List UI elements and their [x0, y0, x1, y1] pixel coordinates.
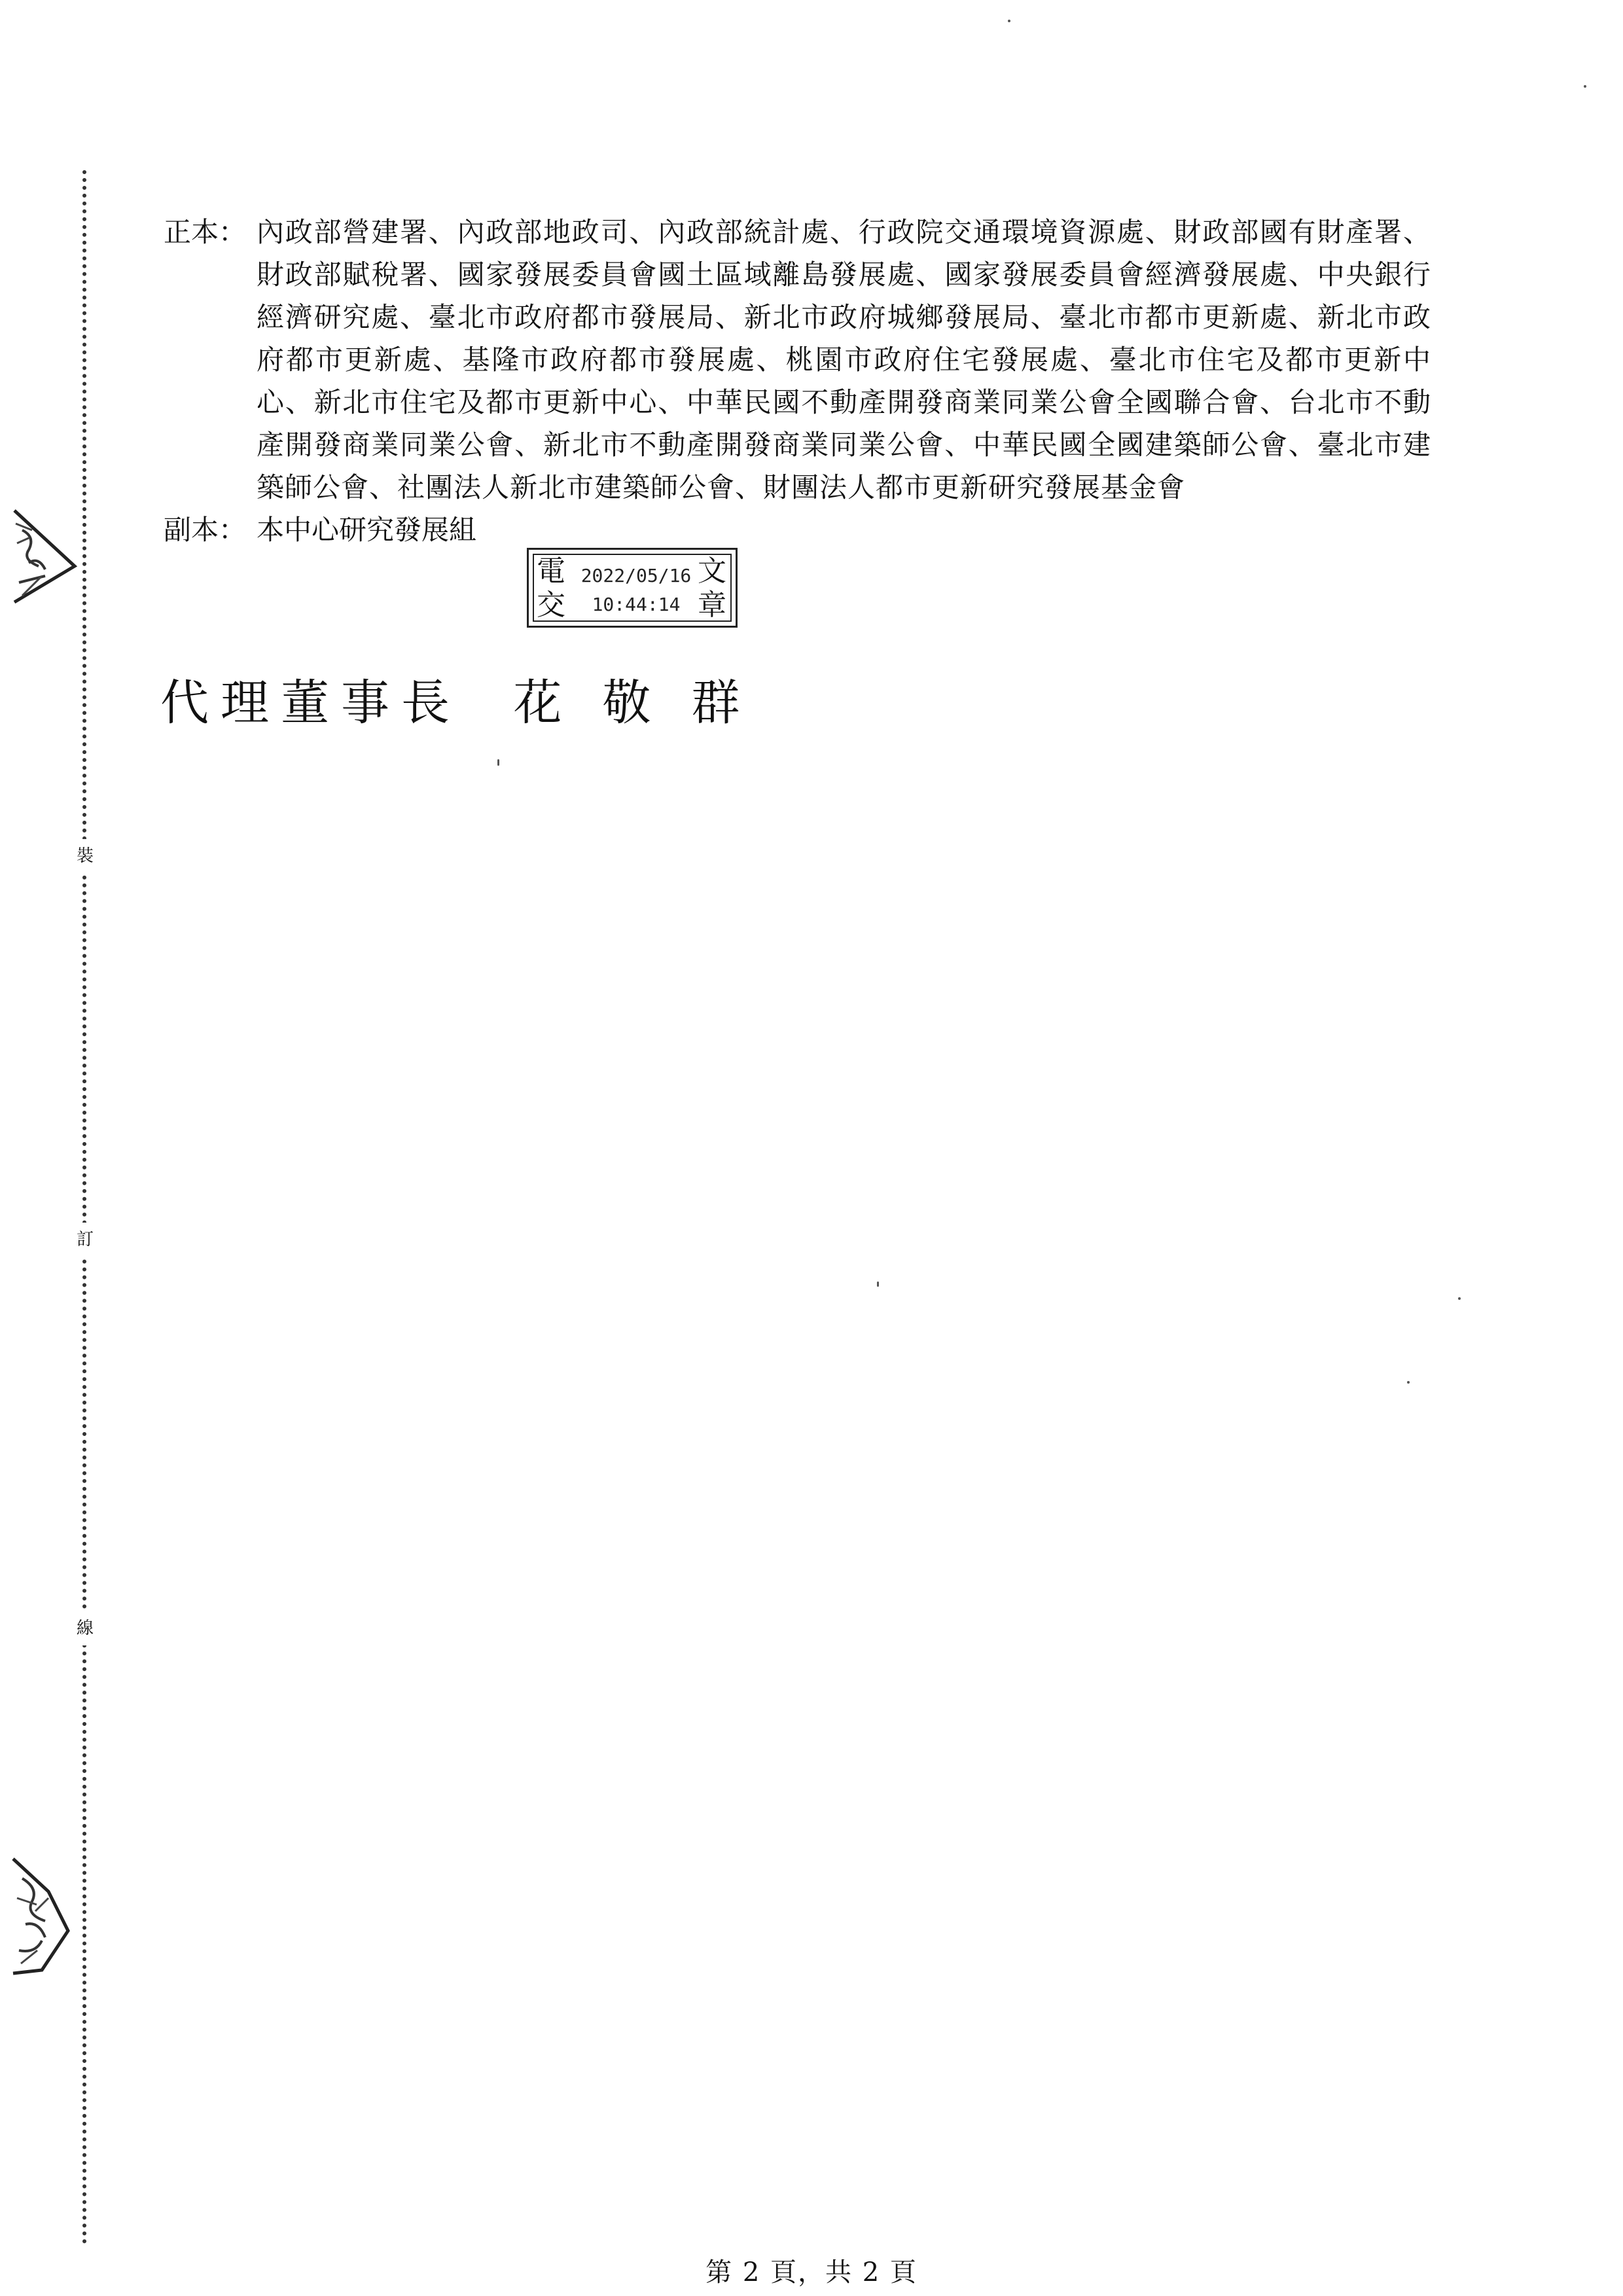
signature-block	[160, 664, 781, 734]
exchange-seal-frame	[533, 554, 732, 622]
signatory-name: 花敬群	[513, 675, 781, 731]
distribution-list	[164, 211, 1440, 551]
page-number: 第 2 頁，共 2 頁	[705, 2257, 918, 2287]
edge-seal-mark-bottom	[9, 1852, 81, 1977]
signatory-title: 代理董事長	[160, 675, 461, 731]
seal-char-seal: 章	[698, 588, 726, 622]
scan-speck	[497, 759, 499, 766]
primary-recipients-label: 正本：	[164, 216, 247, 248]
binding-label-bind: 裝	[73, 839, 97, 873]
electronic-exchange-seal	[527, 548, 738, 628]
binding-dotted-line	[82, 170, 86, 2245]
cc-recipients-label: 副本：	[164, 514, 247, 546]
scan-speck	[1008, 20, 1010, 22]
scan-speck	[1584, 85, 1586, 88]
seal-timestamp	[577, 562, 695, 619]
scan-speck	[1407, 1381, 1410, 1384]
seal-date: 2022/05/16	[580, 565, 692, 586]
cc-recipients-row	[164, 509, 1440, 551]
primary-recipients-row	[164, 211, 1440, 509]
seal-time: 10:44:14	[592, 594, 681, 615]
binding-label-staple: 訂	[73, 1223, 97, 1257]
seal-char-document: 文	[698, 554, 726, 588]
seal-char-exchange: 交	[537, 588, 565, 622]
edge-seal-mark-top	[9, 504, 81, 609]
cc-recipients-text: 本中心研究發展組	[257, 514, 477, 546]
scan-speck	[877, 1282, 879, 1287]
binding-label-line: 線	[73, 1611, 97, 1645]
primary-recipients-text: 內政部營建署、內政部地政司、內政部統計處、行政院交通環境資源處、財政部國有財產署、財政部賦稅署、國家發展委員會國土區域離島發展處、國家發展委員會經濟發展處、中央銀行經濟研究處、臺北市政府都市發展局、新北市政府城鄉發展局、臺北市都市更新處、新北市政府都市更新處、基隆市政府都市發展處、桃園市政府住宅發展處、臺北市住宅及都市更新中心、新北市住宅及都市更新中心、中華民國不動產開發商業同業公會全國聯合會、台北市不動產開發商業同業公會、新北市不動產開發商業同業公會、中華民國全國建築師公會、臺北市建築師公會、社團法人新北市建築師公會、財團法人都市更新研究發展基金會	[257, 216, 1431, 503]
seal-char-electronic: 電	[537, 554, 565, 588]
scan-speck	[1458, 1297, 1461, 1300]
